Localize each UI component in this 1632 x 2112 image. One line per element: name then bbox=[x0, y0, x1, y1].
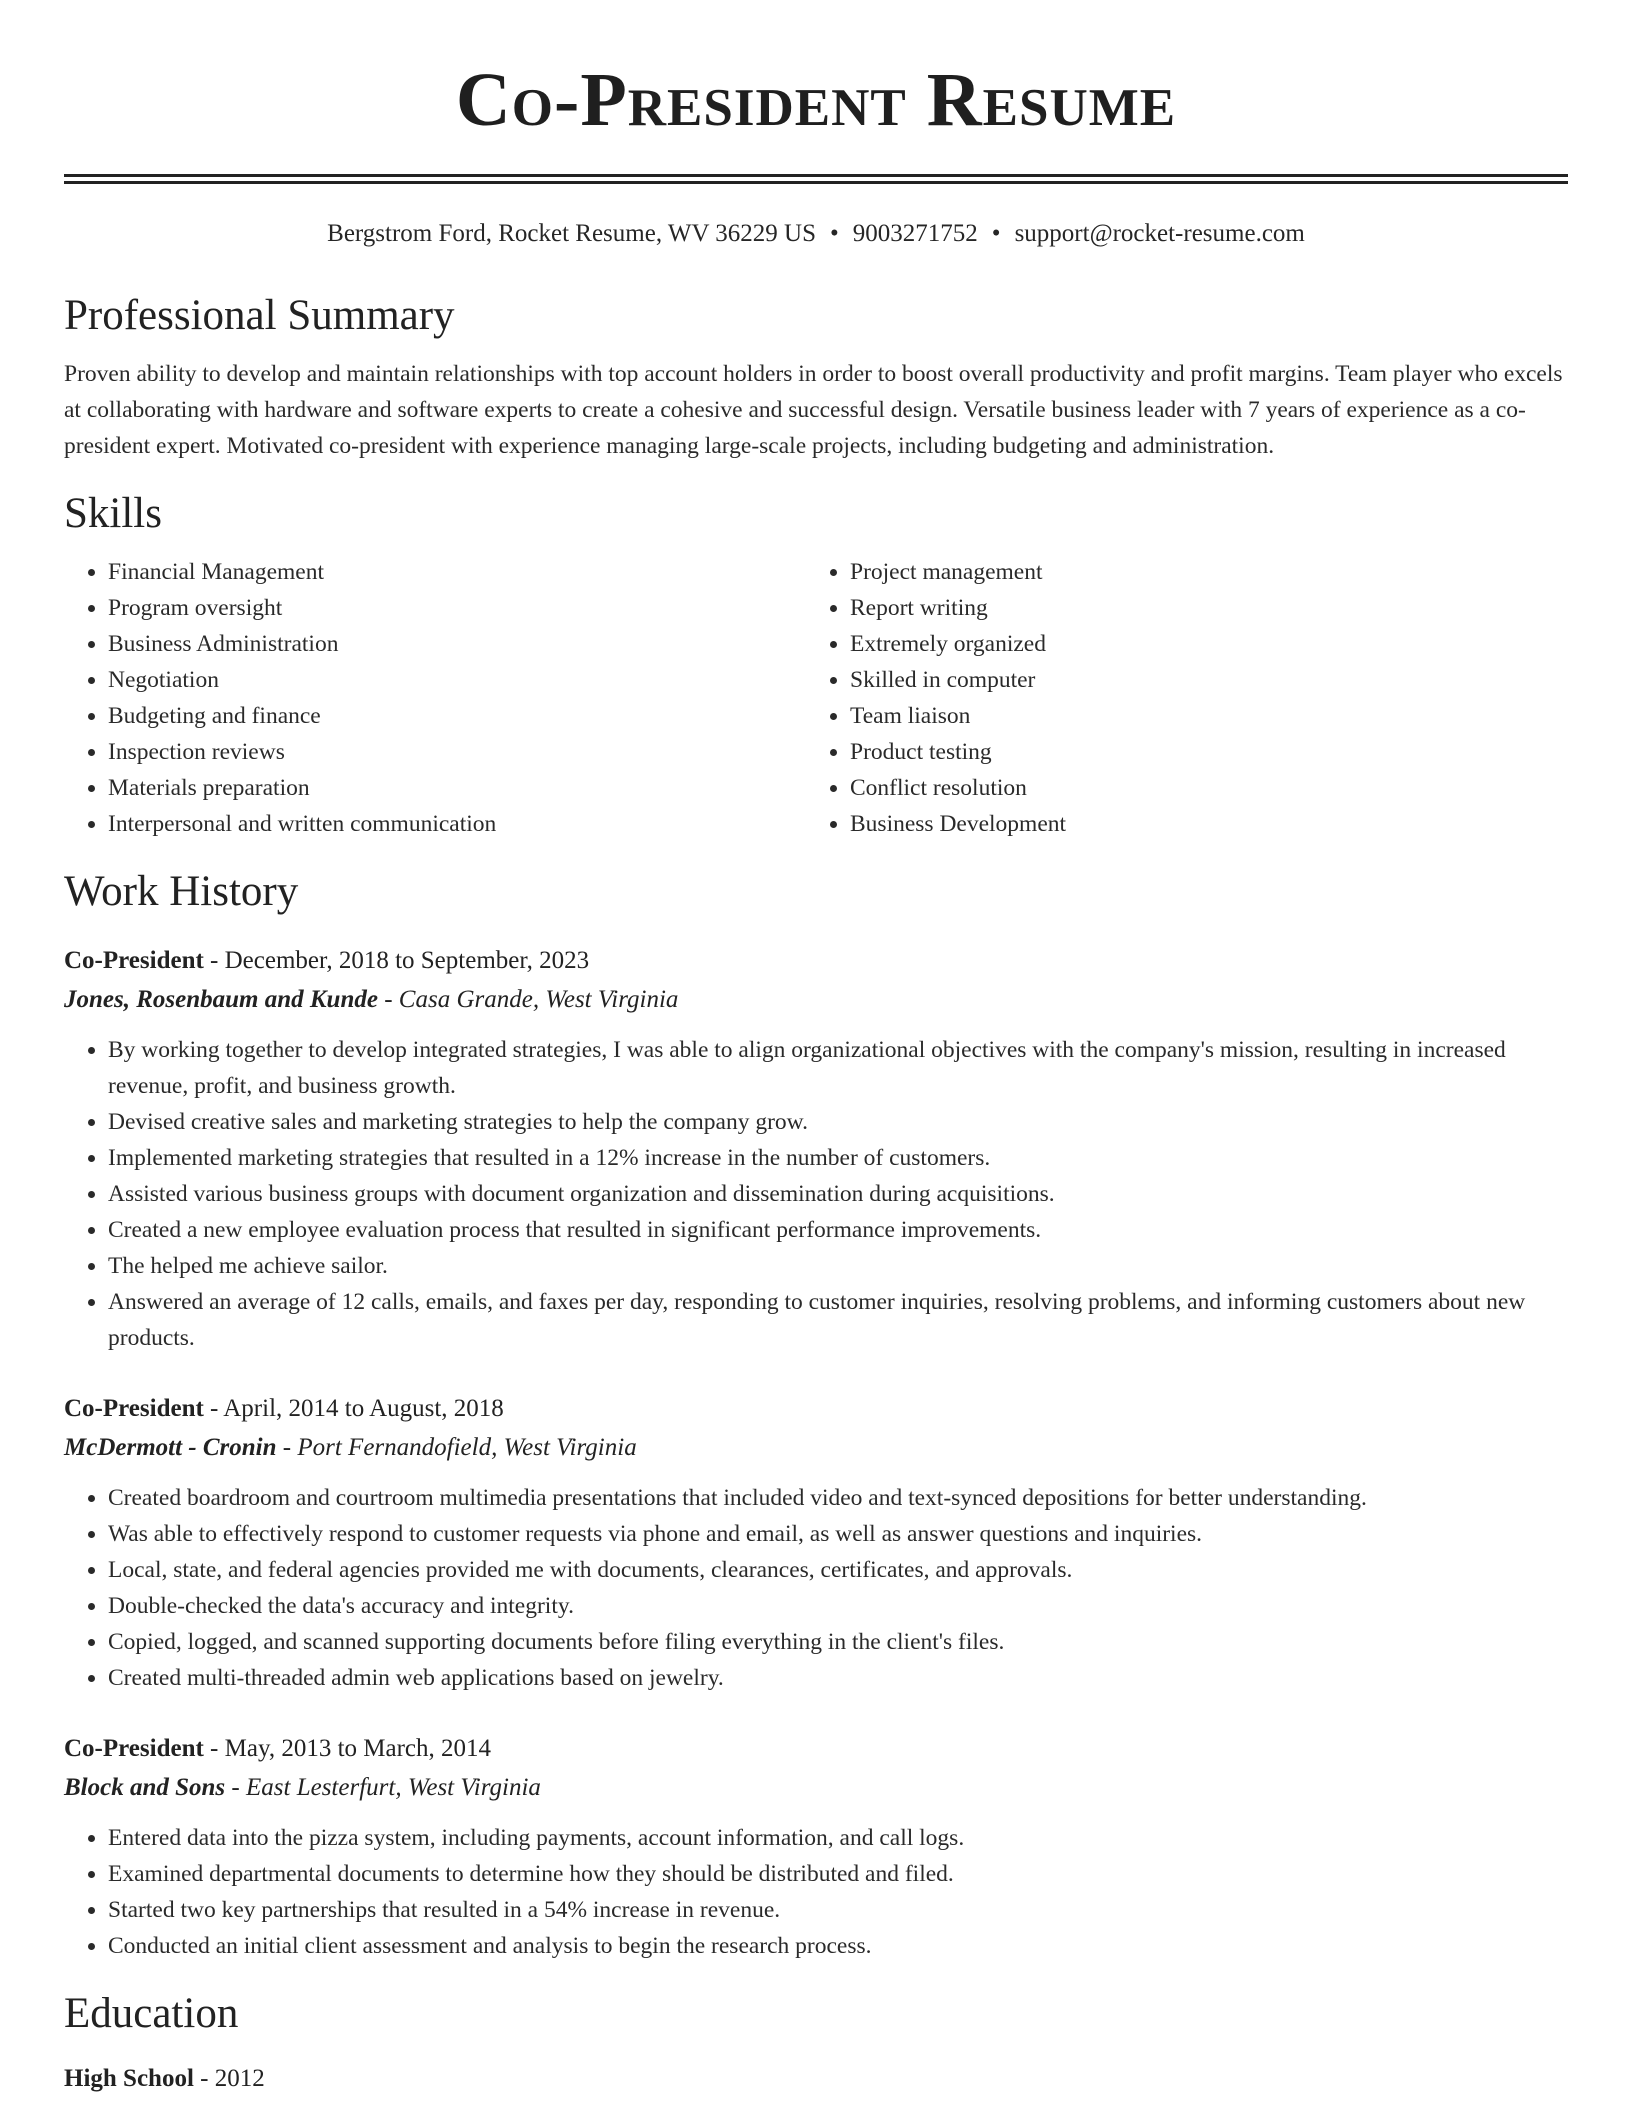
job-bullets bbox=[64, 1820, 1568, 1964]
education-entry bbox=[64, 2060, 1568, 2098]
job-title-line bbox=[64, 1390, 1568, 1428]
skill-item: • Product testing bbox=[850, 734, 1548, 770]
contact-separator: • bbox=[830, 220, 839, 247]
work-history-heading: Work History bbox=[64, 868, 299, 915]
education-heading: Education bbox=[64, 1990, 239, 2037]
job-dates: - December, 2018 to September, 2023 bbox=[203, 947, 590, 974]
job-bullet: • Was able to effectively respond to customer requests via phone and email, as well as answer questions and inquiries. bbox=[108, 1516, 1568, 1552]
contact-phone: 9003271752 bbox=[852, 220, 978, 247]
job-bullet: • Assisted various business groups with document organization and dissemination during acquisitions. bbox=[108, 1176, 1568, 1212]
skills-columns bbox=[64, 554, 1568, 842]
education-degree: High School bbox=[64, 2065, 194, 2092]
skill-item: • Skilled in computer bbox=[850, 662, 1548, 698]
company-line bbox=[64, 1428, 1568, 1468]
summary-text: Proven ability to develop and maintain relationships with top account holders in order to boost overall productivity and profit margins. Team player who excels at collaborating with hardware and software experts to create a cohesive and successful design. Versatile business leader with 7 years of experience as a co-president expert. Motivated co-president with experience managing large-scale projects, including budgeting and administration. bbox=[64, 361, 1563, 459]
company-name: Block and Sons bbox=[64, 1774, 226, 1801]
skill-item: • Negotiation bbox=[108, 662, 806, 698]
skills-list-left bbox=[64, 554, 806, 842]
job-bullet: • Answered an average of 12 calls, emails, and faxes per day, responding to customer inquiries, resolving problems, and informing customers about new products. bbox=[108, 1284, 1568, 1356]
skill-item: • Financial Management bbox=[108, 554, 806, 590]
job-bullet: • Entered data into the pizza system, including payments, account information, and call logs. bbox=[108, 1820, 1568, 1856]
job-bullet: • Conducted an initial client assessment and analysis to begin the research process. bbox=[108, 1928, 1568, 1964]
job-entry bbox=[64, 1390, 1568, 1696]
job-bullets bbox=[64, 1032, 1568, 1356]
job-bullet: • Created boardroom and courtroom multimedia presentations that included video and text-synced depositions for better understanding. bbox=[108, 1480, 1568, 1516]
company-name: McDermott - Cronin bbox=[64, 1434, 277, 1461]
job-dates: - May, 2013 to March, 2014 bbox=[203, 1735, 492, 1762]
skill-item: • Materials preparation bbox=[108, 770, 806, 806]
company-line bbox=[64, 980, 1568, 1020]
job-bullets bbox=[64, 1480, 1568, 1696]
contact-address: Bergstrom Ford, Rocket Resume, WV 36229 US bbox=[327, 220, 817, 247]
company-location: - Casa Grande, West Virginia bbox=[377, 986, 679, 1013]
contact-line bbox=[64, 218, 1568, 250]
job-bullet: • The helped me achieve sailor. bbox=[108, 1248, 1568, 1284]
job-bullet: • Copied, logged, and scanned supporting documents before filing everything in the client's files. bbox=[108, 1624, 1568, 1660]
contact-email: support@rocket-resume.com bbox=[1014, 220, 1305, 247]
company-name: Jones, Rosenbaum and Kunde bbox=[64, 986, 378, 1013]
job-bullet: • Local, state, and federal agencies provided me with documents, clearances, certificates, and approvals. bbox=[108, 1552, 1568, 1588]
skill-item: • Business Development bbox=[850, 806, 1548, 842]
job-bullet: • Started two key partnerships that resulted in a 54% increase in revenue. bbox=[108, 1892, 1568, 1928]
skills-heading: Skills bbox=[64, 490, 162, 537]
job-title: Co-President bbox=[64, 1395, 204, 1422]
skill-item: • Interpersonal and written communication bbox=[108, 806, 806, 842]
contact-separator: • bbox=[991, 220, 1001, 247]
summary-heading: Professional Summary bbox=[64, 292, 455, 339]
job-entry bbox=[64, 1730, 1568, 1964]
company-location: - East Lesterfurt, West Virginia bbox=[225, 1774, 541, 1801]
skill-item: • Inspection reviews bbox=[108, 734, 806, 770]
job-bullet: • Created multi-threaded admin web applications based on jewelry. bbox=[108, 1660, 1568, 1696]
skill-item: • Business Administration bbox=[108, 626, 806, 662]
job-bullet: • Created a new employee evaluation process that resulted in significant performance improvements. bbox=[108, 1212, 1568, 1248]
skill-item: • Extremely organized bbox=[850, 626, 1548, 662]
company-location: - Port Fernandofield, West Virginia bbox=[276, 1434, 637, 1461]
skill-item: • Team liaison bbox=[850, 698, 1548, 734]
education-year: - 2012 bbox=[193, 2065, 265, 2092]
resume-title: Co-President Resume bbox=[455, 58, 1177, 142]
job-title: Co-President bbox=[64, 1735, 204, 1762]
skill-item: • Program oversight bbox=[108, 590, 806, 626]
skills-list-right bbox=[806, 554, 1548, 842]
company-line bbox=[64, 1768, 1568, 1808]
job-entry bbox=[64, 942, 1568, 1356]
job-title: Co-President bbox=[64, 947, 204, 974]
job-title-line bbox=[64, 1730, 1568, 1768]
job-bullet: • By working together to develop integrated strategies, I was able to align organizational objectives with the company's mission, resulting in increased revenue, profit, and business growth. bbox=[108, 1032, 1568, 1104]
job-bullet: • Implemented marketing strategies that resulted in a 12% increase in the number of customers. bbox=[108, 1140, 1568, 1176]
job-title-line bbox=[64, 942, 1568, 980]
skill-item: • Project management bbox=[850, 554, 1548, 590]
skill-item: • Budgeting and finance bbox=[108, 698, 806, 734]
job-bullet: • Examined departmental documents to determine how they should be distributed and filed. bbox=[108, 1856, 1568, 1892]
skill-item: • Report writing bbox=[850, 590, 1548, 626]
job-bullet: • Devised creative sales and marketing strategies to help the company grow. bbox=[108, 1104, 1568, 1140]
job-dates: - April, 2014 to August, 2018 bbox=[203, 1395, 504, 1422]
title-double-rule bbox=[64, 174, 1568, 184]
skill-item: • Conflict resolution bbox=[850, 770, 1548, 806]
job-bullet: • Double-checked the data's accuracy and integrity. bbox=[108, 1588, 1568, 1624]
